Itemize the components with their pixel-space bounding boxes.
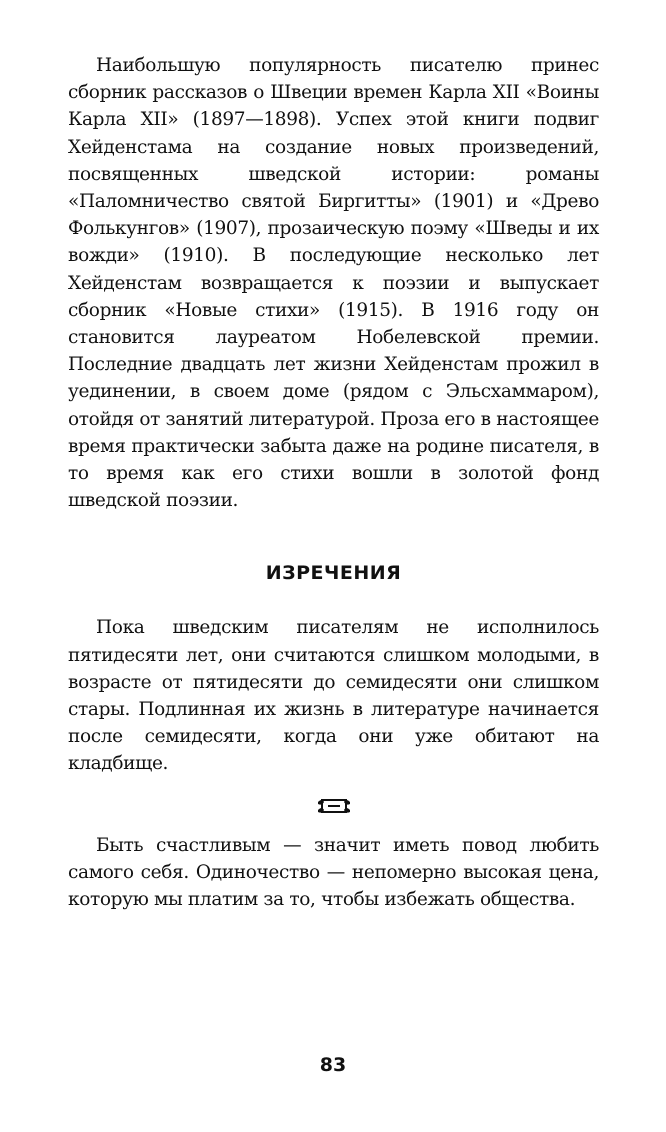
page-number: 83 — [319, 1054, 347, 1076]
ornament-divider-icon — [314, 796, 354, 816]
saying-paragraph-1: Пока шведским писателям не исполнилось пятидесяти лет, они считаются слишком молодыми, в возрасте от пятидесяти до семидесяти они слишком стары. Подлинная их жизнь в литературе начинается после семидесяти, когда они уже обитают на кладбище. — [68, 617, 599, 775]
intro-paragraph: Наибольшую популярность писателю принес сборник рассказов о Швеции времен Карла XII «Воины Карла XII» (1897—1898). Успех этой книги подвиг Хейденстама на создание новых произведений, посвященных шведской истории: романы «Паломничество святой Биргитты» (1901) и «Древо Фолькунгов» (1907), прозаическую поэму «Шведы и их вожди» (1910). В последующие несколько лет Хейденстам возвращается к поэзии и выпускает сборник «Новые стихи» (1915). В 1916 году он становится лауреатом Нобелевской премии. Последние двадцать лет жизни Хейденстам прожил в уединении, в своем доме (рядом с Эльсхаммаром), отойдя от занятий литературой. Проза его в настоящее время практически забыта даже на родине писателя, в то время как его стихи вошли в золотой фонд шведской поэзии. — [68, 55, 599, 512]
page-body — [68, 52, 599, 913]
saying-paragraph-2: Быть счастливым — значит иметь повод любить самого себя. Одиночество — непомерно высокая цена, которую мы платим за то, чтобы избежать общества. — [68, 834, 599, 911]
section-heading: ИЗРЕЧЕНИЯ — [265, 562, 402, 585]
ornament-divider — [68, 796, 599, 816]
